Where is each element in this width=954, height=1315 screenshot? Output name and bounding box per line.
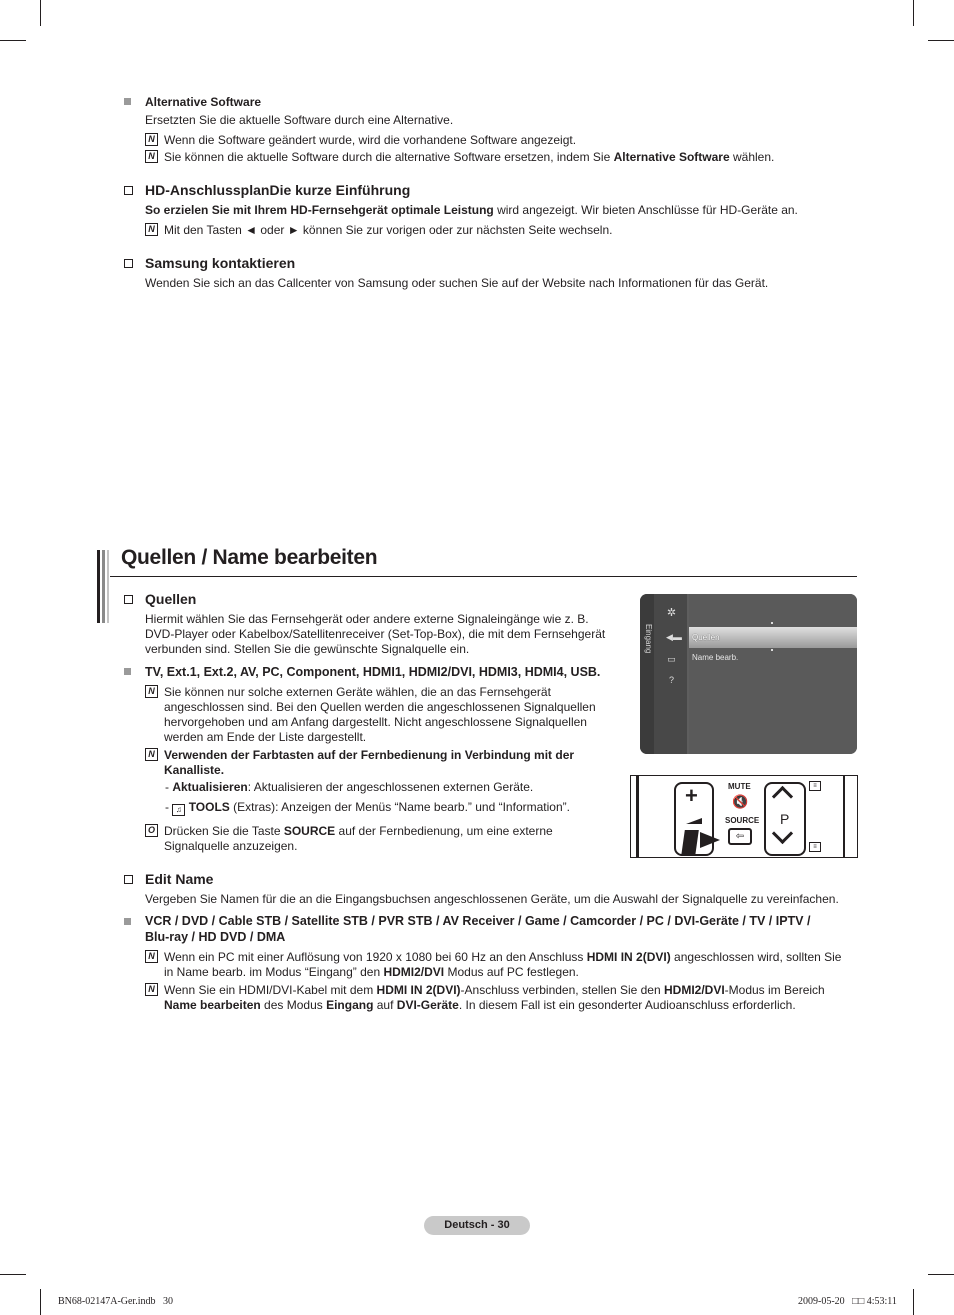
edit-note-2-l2: Name bearbeiten des Modus Eingang auf DVI-Geräte. In diesem Fall ist ein gesonderter Audioanschluss erforderlich. <box>164 998 796 1012</box>
box-bullet <box>124 186 133 195</box>
chevron-down-icon <box>772 823 793 844</box>
samsung-contact-title: Samsung kontaktieren <box>145 255 296 271</box>
note-icon: N <box>145 223 158 236</box>
ch-list-icon[interactable]: ≡ <box>809 781 821 791</box>
channel-p-label: P <box>780 811 790 827</box>
crop-mark <box>913 1289 914 1315</box>
title-rule <box>110 576 857 577</box>
quellen-dash-2: - ♫ TOOLS (Extras): Anzeigen der Menüs “Name bearb.” und “Information”. <box>165 800 570 814</box>
note-icon: N <box>145 950 158 963</box>
quellen-note-3-l2: Signalquelle anzuzeigen. <box>164 839 298 853</box>
source-label: SOURCE <box>725 816 760 825</box>
section-title: Quellen / Name bearbeiten <box>121 546 378 569</box>
hd-plan-title: HD-AnschlussplanDie kurze Einführung <box>145 182 411 198</box>
edit-name-title: Edit Name <box>145 871 214 887</box>
quellen-list: TV, Ext.1, Ext.2, AV, PC, Component, HDMI1, HDMI2/DVI, HDMI3, HDMI4, USB. <box>145 665 601 679</box>
square-bullet <box>124 98 131 105</box>
input-icon: ◀▬ <box>666 632 682 642</box>
square-bullet <box>124 918 131 925</box>
pre-ch-icon[interactable]: ≡ <box>809 842 821 852</box>
crop-mark <box>40 0 41 26</box>
mute-label: MUTE <box>728 782 751 791</box>
header-bar <box>97 550 100 623</box>
edit-name-text: Vergeben Sie Namen für die an die Eingangsbuchsen angeschlossenen Geräte, um die Auswahl der Signalquelle zu vereinfachen. <box>145 892 839 906</box>
header-bar <box>107 550 109 623</box>
crop-mark <box>928 40 954 41</box>
quellen-note-2-l1: Verwenden der Farbtasten auf der Fernbedienung in Verbindung mit der <box>164 748 575 762</box>
osd-sidebar <box>640 594 654 754</box>
osd-item-name-bearb[interactable]: Name bearb. <box>692 653 739 662</box>
edit-note-1-l1: Wenn ein PC mit einer Auflösung von 1920 x 1080 bei 60 Hz an den Anschluss HDMI IN 2(DVI) angeschlossen wird, sollten Sie <box>164 950 842 964</box>
quellen-para-2: DVD-Player oder Kabelbox/Satellitenreceiver (Set-Top-Box), die mit dem Fernsehgerät <box>145 627 606 641</box>
picture-icon: ▭ <box>667 654 676 664</box>
note-icon: N <box>145 983 158 996</box>
page-number-badge: Deutsch - 30 <box>424 1216 530 1235</box>
note-icon: N <box>145 133 158 146</box>
edit-note-1-l2: in Name bearb. im Modus “Eingang” den HDMI2/DVI Modus auf PC festlegen. <box>164 965 579 979</box>
osd-item-selected[interactable] <box>689 627 857 648</box>
quellen-para-3: verbunden sind. Stellen Sie die gewünschte Signalquelle ein. <box>145 642 470 656</box>
remote-note-icon: O <box>145 824 158 837</box>
tools-icon: ♫ <box>172 804 185 816</box>
osd-dot <box>771 649 773 651</box>
remote-control-illustration <box>630 775 858 858</box>
crop-mark <box>928 1274 954 1275</box>
crop-mark <box>0 40 26 41</box>
remote-edge <box>636 776 639 857</box>
osd-dot <box>771 622 773 624</box>
quellen-note-1-l4: werden am Ende der Liste dargestellt. <box>164 730 367 744</box>
mute-icon[interactable]: 🔇 <box>732 794 749 809</box>
box-bullet <box>124 875 133 884</box>
osd-list <box>689 594 857 754</box>
square-bullet <box>124 668 131 675</box>
note-icon: N <box>145 748 158 761</box>
box-bullet <box>124 259 133 268</box>
remote-edge <box>843 776 845 857</box>
osd-side-label: Eingang <box>644 624 653 654</box>
hd-plan-note: Mit den Tasten ◄ oder ► können Sie zur vorigen oder zur nächsten Seite wechseln. <box>164 223 613 237</box>
header-bar <box>102 550 105 623</box>
box-bullet <box>124 595 133 604</box>
note-icon: N <box>145 685 158 698</box>
alt-software-note-2: Sie können die aktuelle Software durch die alternative Software ersetzen, indem Sie Alternative Software wählen. <box>164 150 775 164</box>
footer-file: BN68-02147A-Ger.indb 30 <box>58 1296 173 1307</box>
quellen-note-1-l3: hervorgehoben und am Anfang dargestellt. Nicht angeschlossene Signalquellen <box>164 715 587 729</box>
gear-icon: ✲ <box>666 607 677 619</box>
crop-mark <box>40 1289 41 1315</box>
help-icon: ? <box>668 675 674 685</box>
osd-item-quellen: Quellen <box>692 633 720 642</box>
osd-icon-column <box>654 594 687 754</box>
chevron-up-icon <box>772 786 793 807</box>
samsung-contact-text: Wenden Sie sich an das Callcenter von Samsung oder suchen Sie auf der Website nach Informationen für das Gerät. <box>145 276 769 290</box>
quellen-note-1-l2: angeschlossen sind. Bei den Quellen werden die angeschlossenen Signalquellen <box>164 700 596 714</box>
crop-mark <box>913 0 914 26</box>
quellen-note-3-l1: Drücken Sie die Taste SOURCE auf der Fernbedienung, um eine externe <box>164 824 553 838</box>
alt-software-note-1: Wenn die Software geändert wurde, wird die vorhandene Software angezeigt. <box>164 133 577 147</box>
quellen-note-2-l2: Kanalliste. <box>164 763 225 777</box>
volume-plus-label: + <box>685 783 698 808</box>
pointer-arrow-icon <box>700 832 720 848</box>
channel-button[interactable] <box>764 782 806 856</box>
quellen-para-1: Hiermit wählen Sie das Fernsehgerät oder andere externe Signaleingänge wie z. B. <box>145 612 589 626</box>
edit-name-list-1: VCR / DVD / Cable STB / Satellite STB / PVR STB / AV Receiver / Game / Camcorder / PC / DVI-Geräte / TV / IPTV / <box>145 914 811 928</box>
footer-date: 2009-05-20 □□ 4:53:11 <box>798 1296 897 1307</box>
alt-software-text: Ersetzten Sie die aktuelle Software durch eine Alternative. <box>145 113 454 127</box>
edit-name-list-2: Blu-ray / HD DVD / DMA <box>145 930 286 944</box>
quellen-note-1-l1: Sie können nur solche externen Geräte wählen, die an das Fernsehgerät <box>164 685 551 699</box>
hd-plan-text: So erzielen Sie mit Ihrem HD-Fernsehgerät optimale Leistung wird angezeigt. Wir bieten Anschlüsse für HD-Geräte an. <box>145 203 798 217</box>
crop-mark <box>0 1274 26 1275</box>
quellen-dash-1: - Aktualisieren: Aktualisieren der angeschlossenen externen Geräte. <box>165 780 534 794</box>
source-button[interactable]: ⇦ <box>728 828 752 845</box>
volume-ramp-icon <box>686 818 702 824</box>
alt-software-title: Alternative Software <box>145 95 262 109</box>
note-icon: N <box>145 150 158 163</box>
quellen-title: Quellen <box>145 591 197 607</box>
osd-menu <box>640 594 857 754</box>
edit-note-2-l1: Wenn Sie ein HDMI/DVI-Kabel mit dem HDMI IN 2(DVI)-Anschluss verbinden, stellen Sie den HDMI2/DVI-Modus im Bereich <box>164 983 825 997</box>
